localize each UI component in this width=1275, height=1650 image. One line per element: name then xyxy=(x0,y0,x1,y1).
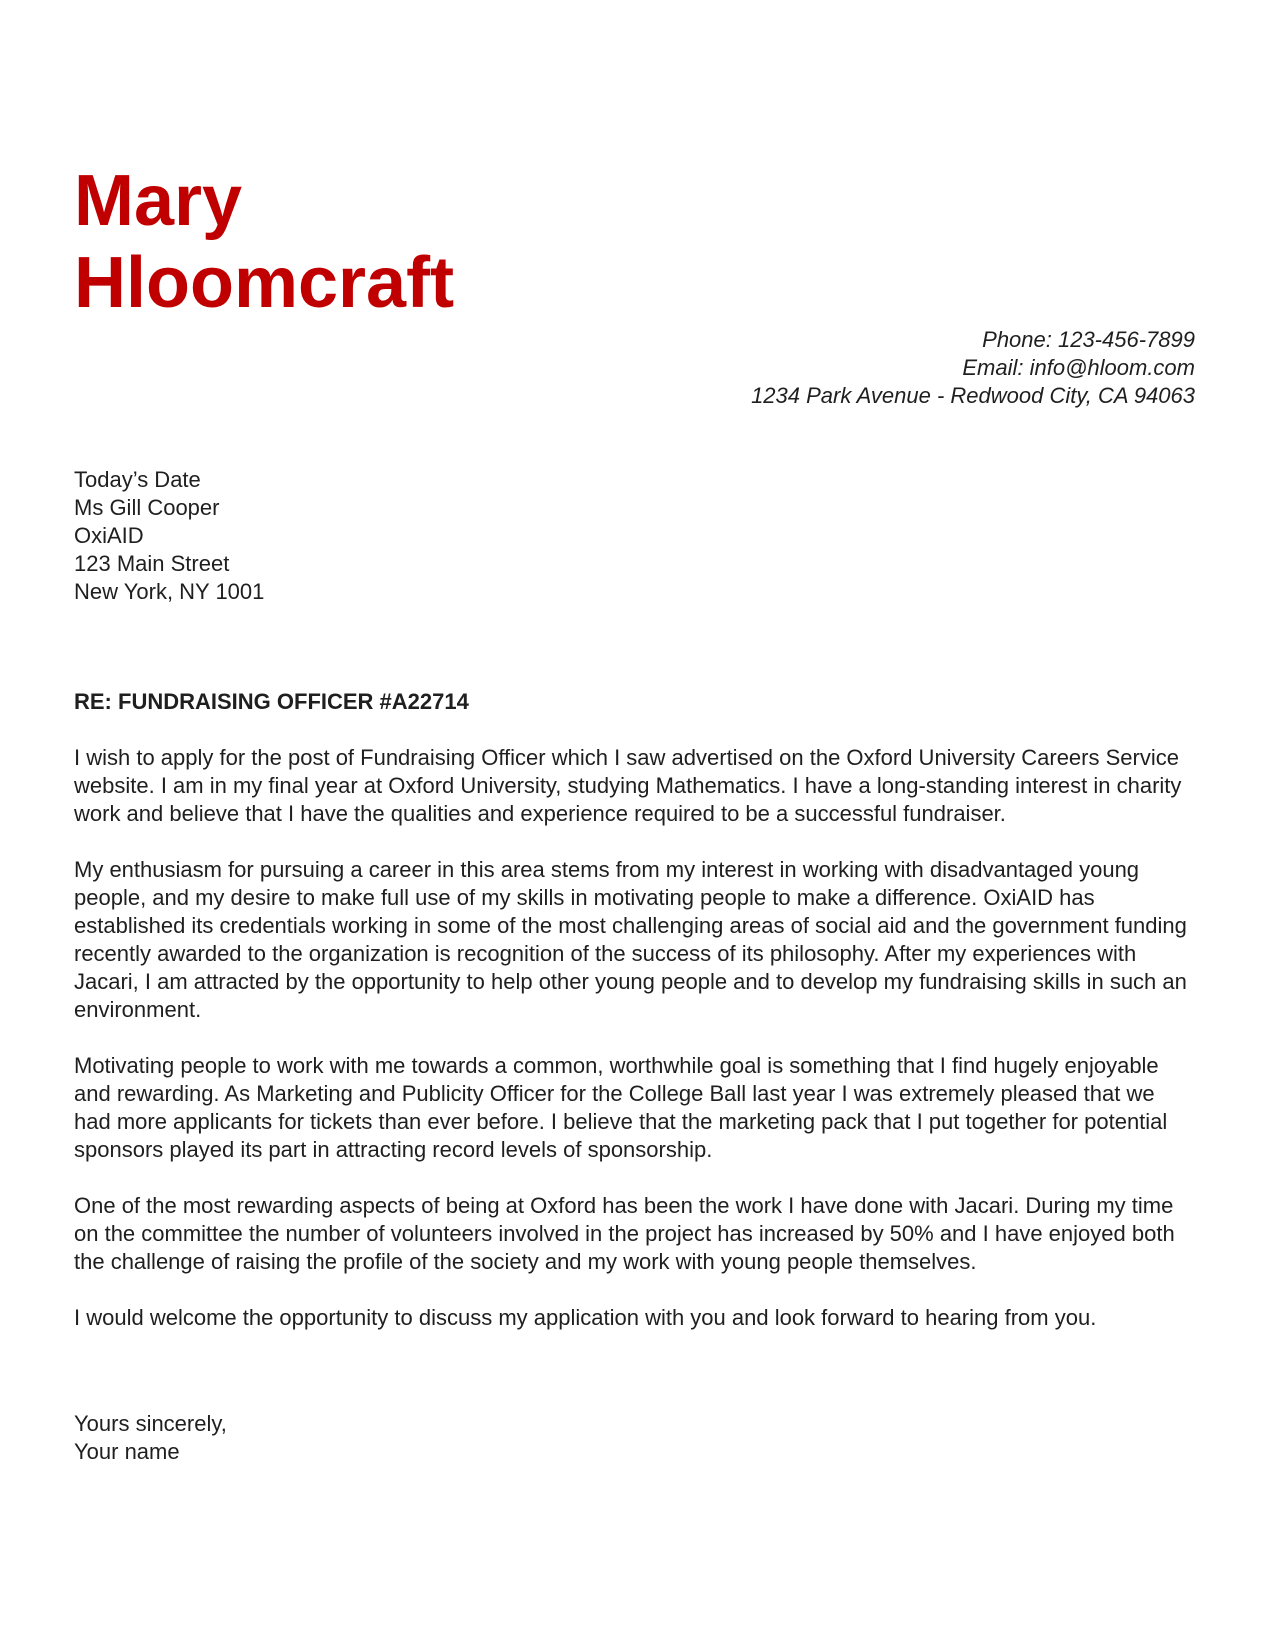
body-paragraph: I wish to apply for the post of Fundraising Officer which I saw advertised on the Oxford University Careers Service website. I am in my final year at Oxford University, studying Mathematics. I have a long-standing interest in charity work and believe that I have the qualities and experience required to be a successful fundraiser. xyxy=(74,745,1182,826)
contact-phone: Phone: 123-456-7899 xyxy=(982,327,1195,352)
recipient-block xyxy=(74,466,264,606)
letter-body xyxy=(74,744,1194,1360)
body-paragraph: Motivating people to work with me towards a common, worthwhile goal is something that I find hugely enjoyable and rewarding. As Marketing and Publicity Officer for the College Ball last year I was extremely pleased that we had more applicants for tickets than ever before. I believe that the marketing pack that I put together for potential sponsors played its part in attracting record levels of sponsorship. xyxy=(74,1053,1168,1162)
recipient-company: OxiAID xyxy=(74,523,144,548)
recipient-street: 123 Main Street xyxy=(74,551,230,576)
signature-name: Your name xyxy=(74,1439,180,1464)
contact-email: Email: info@hloom.com xyxy=(962,355,1195,380)
recipient-name: Ms Gill Cooper xyxy=(74,495,220,520)
contact-block xyxy=(751,326,1195,410)
sender-name xyxy=(74,160,454,324)
body-paragraph: I would welcome the opportunity to discuss my application with you and look forward to hearing from you. xyxy=(74,1305,1097,1330)
sender-first-name: Mary xyxy=(74,161,243,241)
sender-last-name: Hloomcraft xyxy=(74,243,455,323)
body-paragraph: My enthusiasm for pursuing a career in this area stems from my interest in working with disadvantaged young people, and my desire to make full use of my skills in motivating people to make a difference. OxiAID has established its credentials working in some of the most challenging areas of social aid and the government funding recently awarded to the organization is recognition of the success of its philosophy. After my experiences with Jacari, I am attracted by the opportunity to help other young people and to develop my fundraising skills in such an environment. xyxy=(74,857,1187,1022)
closing-salutation: Yours sincerely, xyxy=(74,1411,227,1436)
body-paragraph: One of the most rewarding aspects of being at Oxford has been the work I have done with Jacari. During my time on the committee the number of volunteers involved in the project has increased by 50% and I have enjoyed both the challenge of raising the profile of the society and my work with young people themselves. xyxy=(74,1193,1175,1274)
letter-date: Today’s Date xyxy=(74,467,201,492)
recipient-city: New York, NY 1001 xyxy=(74,579,265,604)
subject-line: RE: FUNDRAISING OFFICER #A22714 xyxy=(74,689,469,714)
closing-block xyxy=(74,1410,227,1466)
contact-address: 1234 Park Avenue - Redwood City, CA 94063 xyxy=(751,383,1195,408)
